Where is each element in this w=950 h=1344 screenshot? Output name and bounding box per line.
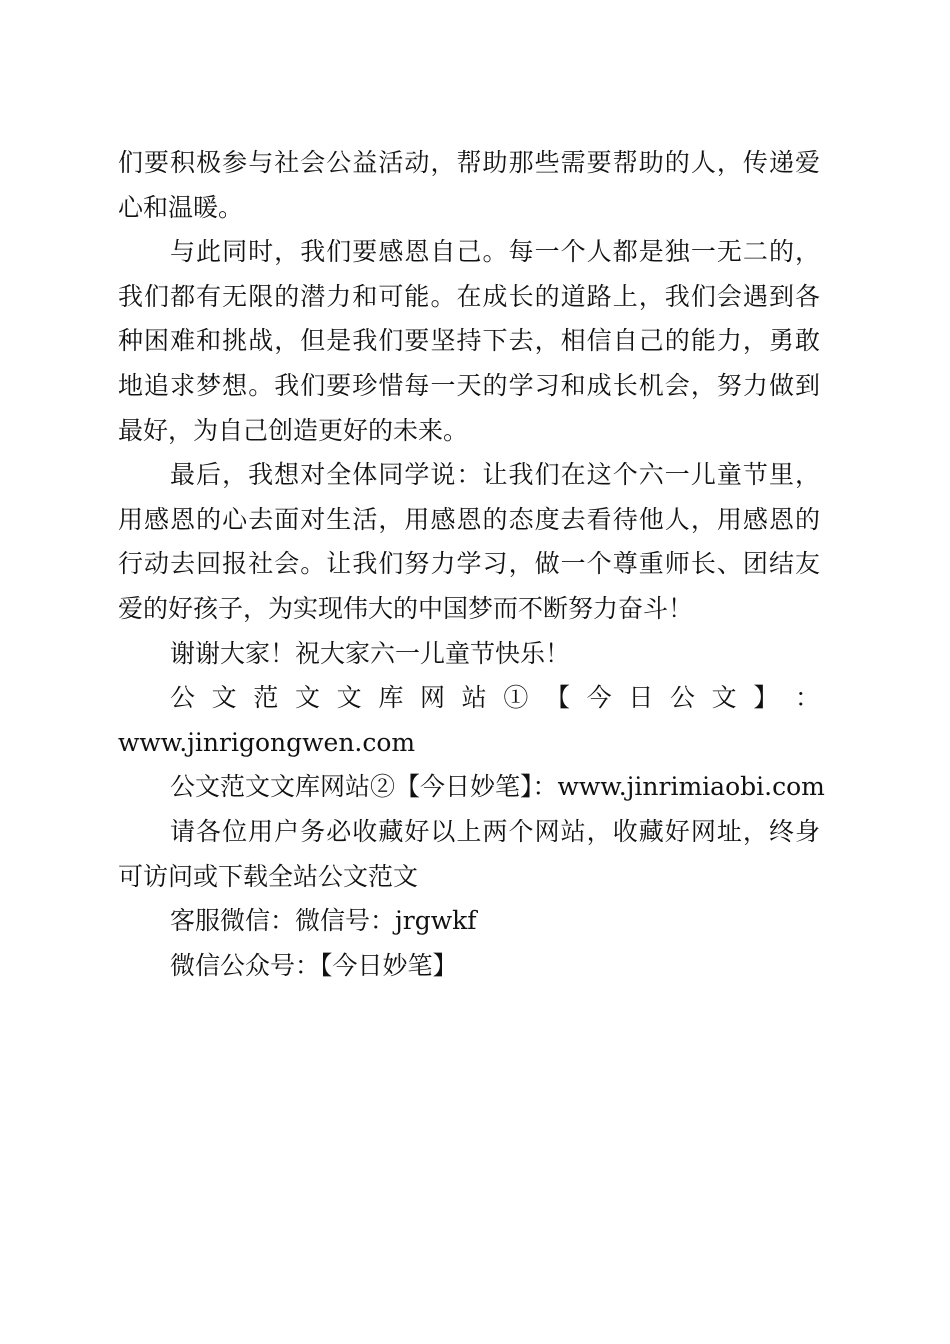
text-line: 我们都有无限的潜力和可能。在成长的道路上，我们会遇到各 <box>118 281 820 311</box>
text-line: 最好，为自己创造更好的未来。 <box>118 415 469 445</box>
document-page <box>118 141 825 988</box>
website-line: 公文范文文库网站②【今日妙笔】：www.jinrimiaobi.com <box>170 772 825 802</box>
text-line: 可访问或下载全站公文范文 <box>118 861 419 891</box>
text-line: 爱的好孩子，为实现伟大的中国梦而不断努力奋斗！ <box>118 593 694 623</box>
wechat-official-line: 微信公众号：【今日妙笔】 <box>170 950 458 980</box>
website-line: 公 文 范 文 文 库 网 站 ① 【 今 日 公 文 】 ： <box>170 683 820 713</box>
website-url: www.jinrigongwen.com <box>118 727 416 757</box>
text-line: 们要积极参与社会公益活动，帮助那些需要帮助的人，传递爱 <box>118 148 820 177</box>
text-line: 地追求梦想。我们要珍惜每一天的学习和成长机会，努力做到 <box>118 370 820 400</box>
wechat-line: 客服微信：微信号：jrgwkf <box>170 906 477 936</box>
text-line: 请各位用户务必收藏好以上两个网站，收藏好网址，终身 <box>170 816 820 846</box>
text-line: 用感恩的心去面对生活，用感恩的态度去看待他人，用感恩的 <box>118 504 820 534</box>
text-line: 谢谢大家！祝大家六一儿童节快乐！ <box>170 638 571 668</box>
text-line: 种困难和挑战，但是我们要坚持下去，相信自己的能力，勇敢 <box>118 326 820 356</box>
text-line: 最后，我想对全体同学说：让我们在这个六一儿童节里， <box>170 460 820 490</box>
text-line: 行动去回报社会。让我们努力学习，做一个尊重师长、团结友 <box>118 549 820 579</box>
text-line: 与此同时，我们要感恩自己。每一个人都是独一无二的， <box>170 237 820 267</box>
text-line: 心和温暖。 <box>118 192 244 222</box>
